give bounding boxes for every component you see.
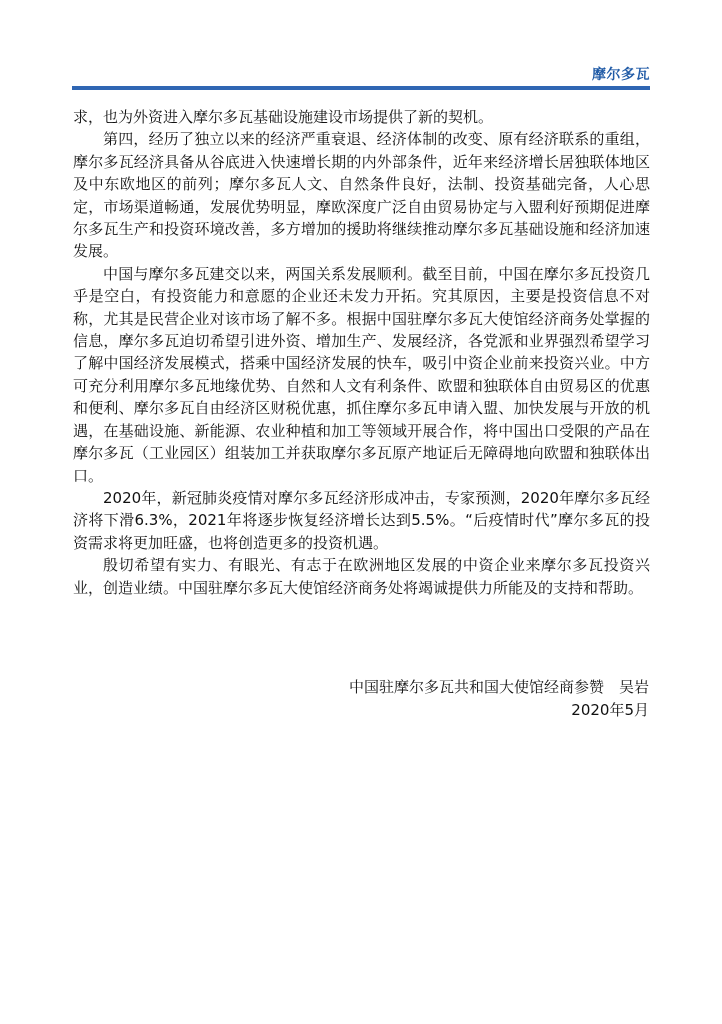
paragraph-covid-impact: 2020年，新冠肺炎疫情对摩尔多瓦经济形成冲击，专家预测，2020年摩尔多瓦经济将下滑6.3%，2021年将逐步恢复经济增长达到5.5%。“后疫情时代”摩尔多瓦的投资需求将更加旺盛，也将创造更多的投资机遇。 xyxy=(73,488,650,552)
paragraph-fourth-point: 第四，经历了独立以来的经济严重衰退、经济体制的改变、原有经济联系的重组，摩尔多瓦经济具备从谷底进入快速增长期的内外部条件，近年来经济增长居独联体地区及中东欧地区的前列；摩尔多瓦人文、自然条件良好，法制、投资基础完备，人心思定，市场渠道畅通，发展优势明显，摩欧深度广泛自由贸易协定与入盟利好预期促进摩尔多瓦生产和投资环境改善，多方增加的援助将继续推动摩尔多瓦基础设施和经济加速发展。 xyxy=(73,130,650,261)
body-text xyxy=(73,106,650,599)
signature-author: 中国驻摩尔多瓦共和国大使馆经商参赞 吴岩 xyxy=(348,678,649,696)
paragraph-china-moldova-relations: 中国与摩尔多瓦建交以来，两国关系发展顺利。截至目前，中国在摩尔多瓦投资几乎是空白，有投资能力和意愿的企业还未发力开拓。究其原因，主要是投资信息不对称，尤其是民营企业对该市场了解不多。根据中国驻摩尔多瓦大使馆经济商务处掌握的信息，摩尔多瓦迫切希望引进外资、增加生产、发展经济，各党派和业界强烈希望学习了解中国经济发展模式，搭乘中国经济发展的快车，吸引中资企业前来投资兴业。中方可充分利用摩尔多瓦地缘优势、自然和人文有利条件、欧盟和独联体自由贸易区的优惠和便利、摩尔多瓦自由经济区财税优惠，抓住摩尔多瓦申请入盟、加快发展与开放的机遇，在基础设施、新能源、农业种植和加工等领域开展合作，将中国出口受限的产品在摩尔多瓦（工业园区）组装加工并获取摩尔多瓦原产地证后无障碍地向欧盟和独联体出口。 xyxy=(73,264,650,485)
paragraph-invitation: 殷切希望有实力、有眼光、有志于在欧洲地区发展的中资企业来摩尔多瓦投资兴业，创造业绩。中国驻摩尔多瓦大使馆经济商务处将竭诚提供力所能及的支持和帮助。 xyxy=(73,556,650,597)
signature-date: 2020年5月 xyxy=(571,701,649,719)
signature-block xyxy=(349,676,649,722)
paragraph-continuation: 求，也为外资进入摩尔多瓦基础设施建设市场提供了新的契机。 xyxy=(73,108,494,126)
section-title: 摩尔多瓦 xyxy=(592,67,650,83)
header-divider xyxy=(72,86,650,90)
